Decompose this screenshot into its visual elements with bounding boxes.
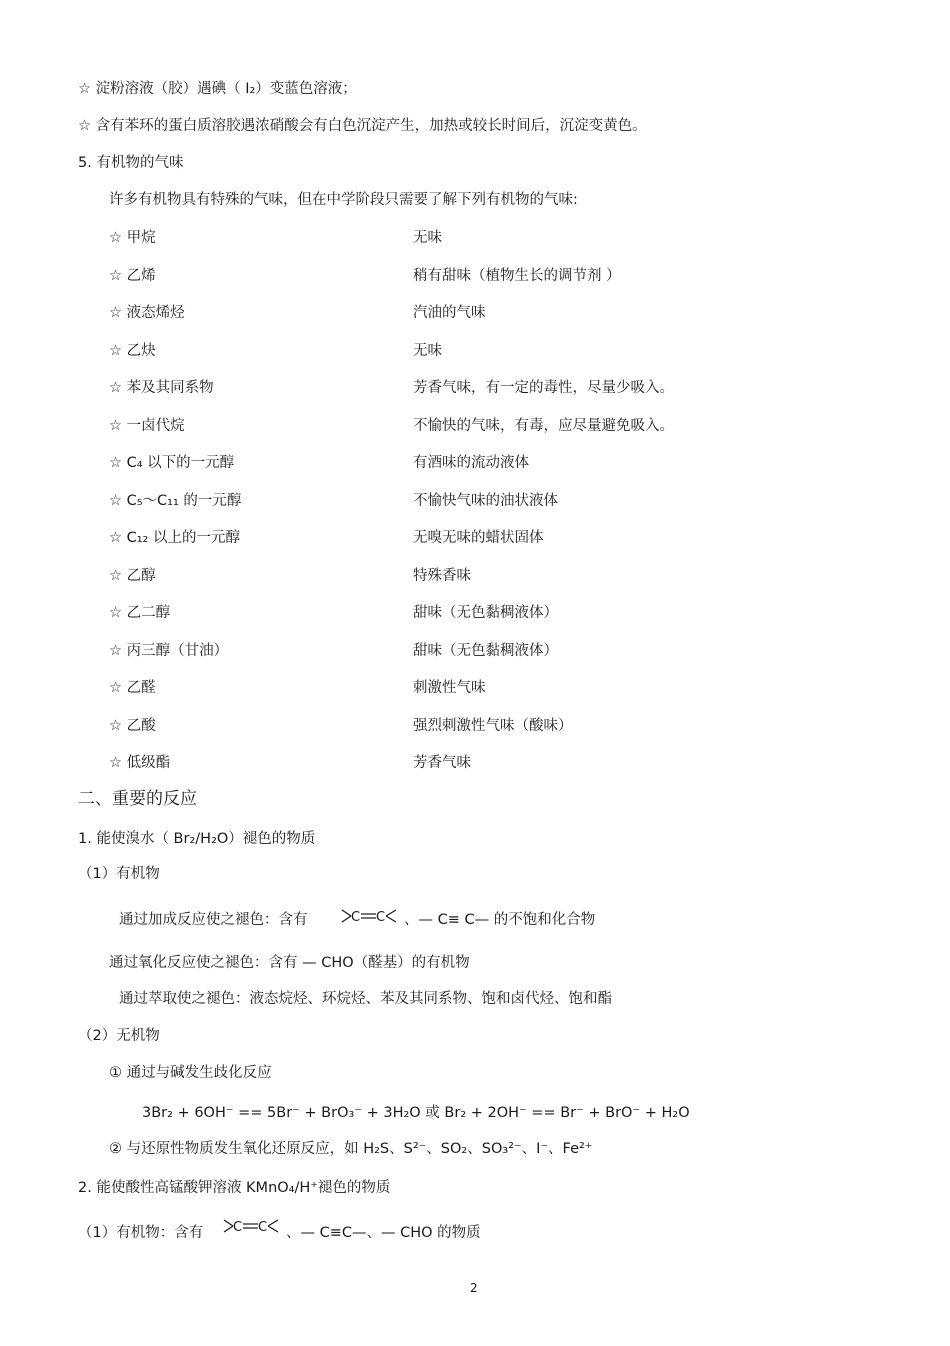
- section-5-intro: 许多有机物具有特殊的气味，但在中学阶段只需要了解下列有机物的气味:: [109, 192, 578, 208]
- kmno4-organic-prefix: （1）有机物：含有: [78, 1225, 204, 1241]
- odor-row-name: ☆ 丙三醇（甘油）: [109, 642, 229, 659]
- inorganic-label: （2）无机物: [78, 1028, 160, 1044]
- section-5-heading: 5. 有机物的气味: [78, 155, 184, 171]
- kmno4-heading: 2. 能使酸性高锰酸钾溶液 KMnO₄/H⁺褪色的物质: [78, 1180, 391, 1196]
- odor-row-name: ☆ 苯及其同系物: [109, 380, 214, 396]
- kmno4-organic-suffix: 、— C≡C—、— CHO 的物质: [286, 1225, 481, 1241]
- odor-row-smell: 汽油的气味: [413, 305, 486, 321]
- odor-row-smell: 稍有甜味（植物生长的调节剂 ）: [413, 267, 621, 284]
- disproportion-line: ① 通过与碱发生歧化反应: [109, 1065, 272, 1081]
- odor-row-name: ☆ 乙醛: [109, 680, 156, 696]
- odor-row-name: ☆ 乙醇: [109, 567, 156, 584]
- odor-row-name: ☆ 乙酸: [109, 717, 156, 734]
- odor-row-name: ☆ C₅～C₁₁ 的一元醇: [109, 492, 242, 509]
- odor-row-smell: 甜味（无色黏稠液体）: [413, 605, 558, 621]
- odor-row-name: ☆ C₄ 以下的一元醇: [109, 455, 235, 471]
- redox-line: ② 与还原性物质发生氧化还原反应，如 H₂S、S²⁻、SO₂、SO₃²⁻、I⁻、Fe²⁺: [109, 1141, 593, 1157]
- odor-row-smell: 不愉快的气味，有毒，应尽量避免吸入。: [413, 417, 674, 434]
- svg-text:C: C: [351, 910, 361, 925]
- page-number: 2: [470, 1281, 478, 1295]
- organic-label: （1）有机物: [78, 866, 160, 882]
- odor-row-name: ☆ 低级酯: [109, 755, 171, 771]
- svg-text:C: C: [376, 910, 386, 925]
- odor-row-name: ☆ C₁₂ 以上的一元醇: [109, 530, 240, 546]
- starch-iodine-note: ☆ 淀粉溶液（胶）遇碘（ I₂）变蓝色溶液；: [78, 81, 357, 97]
- odor-row-smell: 甜味（无色黏稠液体）: [413, 642, 558, 659]
- double-bond-structure-icon: [338, 904, 402, 928]
- odor-row-name: ☆ 甲烷: [109, 230, 156, 246]
- odor-row-name: ☆ 一卤代烷: [109, 417, 185, 434]
- odor-row-smell: 特殊香味: [413, 567, 471, 584]
- svg-text:C: C: [258, 1220, 268, 1235]
- odor-row-smell: 无味: [413, 342, 442, 359]
- extraction-line: 通过萃取使之褪色：液态烷烃、环烷烃、苯及其同系物、饱和卤代烃、饱和酯: [119, 991, 612, 1007]
- oxidation-line: 通过氧化反应使之褪色：含有 — CHO（醛基）的有机物: [109, 955, 470, 971]
- odor-row-name: ☆ 乙炔: [109, 342, 156, 359]
- svg-text:C: C: [233, 1220, 243, 1235]
- odor-row-smell: 芳香气味，有一定的毒性，尽量少吸入。: [413, 380, 674, 396]
- odor-row-smell: 无味: [413, 230, 442, 246]
- bromine-water-heading: 1. 能使溴水（ Br₂/H₂O）褪色的物质: [78, 831, 316, 847]
- addition-prefix: 通过加成反应使之褪色：含有: [119, 912, 308, 928]
- odor-row-smell: 芳香气味: [413, 755, 471, 771]
- part-2-title: 二、重要的反应: [78, 789, 197, 809]
- odor-row-smell: 强烈刺激性气味（酸味）: [413, 717, 573, 734]
- addition-suffix: 、— C≡ C— 的不饱和化合物: [404, 912, 596, 928]
- odor-row-name: ☆ 液态烯烃: [109, 305, 185, 321]
- odor-row-smell: 刺激性气味: [413, 680, 486, 696]
- odor-row-smell: 无嗅无味的蜡状固体: [413, 530, 544, 546]
- double-bond-structure-icon: [220, 1214, 284, 1238]
- odor-row-name: ☆ 乙二醇: [109, 605, 171, 621]
- protein-nitric-acid-note: ☆ 含有苯环的蛋白质溶胶遇浓硝酸会有白色沉淀产生，加热或较长时间后，沉淀变黄色。: [78, 118, 647, 134]
- odor-row-smell: 有酒味的流动液体: [413, 455, 529, 471]
- odor-row-smell: 不愉快气味的油状液体: [413, 492, 558, 509]
- bromine-equation: 3Br₂ + 6OH⁻ == 5Br⁻ + BrO₃⁻ + 3H₂O 或 Br₂ + 2OH⁻ == Br⁻ + BrO⁻ + H₂O: [142, 1105, 690, 1121]
- odor-row-name: ☆ 乙烯: [109, 267, 156, 284]
